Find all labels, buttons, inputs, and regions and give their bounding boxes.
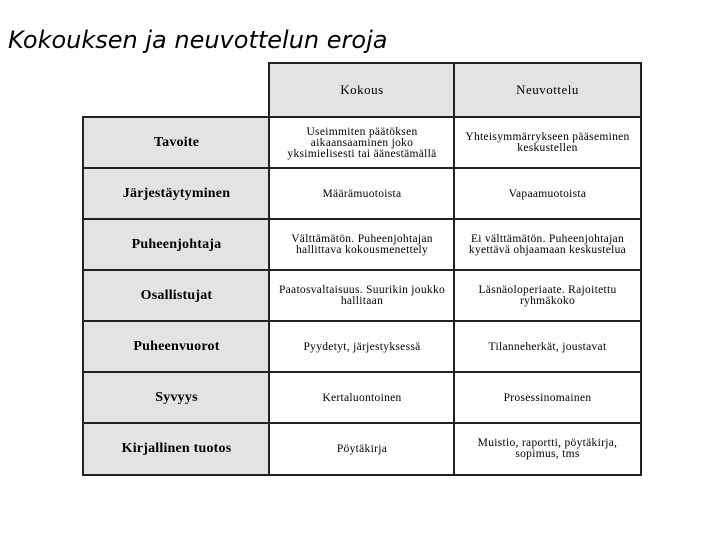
grid-line [82,218,642,220]
cell-puheenvuorot-neuvottelu: Tilanneherkät, joustavat [455,322,640,372]
grid-line [82,474,642,476]
row-label-jarjestaytyminen: Järjestäytyminen [84,169,269,219]
grid-line [82,320,642,322]
cell-tavoite-kokous: Useimmiten päätöksen aikaansaaminen joko yksimielisesti tai äänestämällä [270,118,454,168]
row-label-syvyys: Syvyys [84,373,269,423]
cell-puheenjohtaja-kokous: Välttämätön. Puheenjohtajan hallittava kokousmenettely [270,220,454,270]
row-label-puheenvuorot: Puheenvuorot [84,322,269,372]
row-label-tavoite: Tavoite [84,118,269,168]
cell-kirjallinen-tuotos-neuvottelu: Muistio, raportti, pöytäkirja, sopimus, tms [455,424,640,474]
cell-kirjallinen-tuotos-kokous: Pöytäkirja [270,424,454,474]
slide-title: Kokouksen ja neuvottelun eroja [8,26,388,54]
column-header-neuvottelu: Neuvottelu [455,64,640,116]
cell-osallistujat-neuvottelu: Läsnäoloperiaate. Rajoitettu ryhmäkoko [455,271,640,321]
cell-syvyys-neuvottelu: Prosessinomainen [455,373,640,423]
cell-jarjestaytyminen-kokous: Määrämuotoista [270,169,454,219]
cell-jarjestaytyminen-neuvottelu: Vapaamuotoista [455,169,640,219]
grid-line [82,167,642,169]
grid-line [82,371,642,373]
cell-syvyys-kokous: Kertaluontoinen [270,373,454,423]
grid-line [82,422,642,424]
column-header-kokous: Kokous [270,64,454,116]
row-label-osallistujat: Osallistujat [84,271,269,321]
grid-line [82,116,642,118]
cell-osallistujat-kokous: Paatosvaltaisuus. Suurikin joukko hallitaan [270,271,454,321]
cell-tavoite-neuvottelu: Yhteisymmärrykseen pääseminen keskustellen [455,118,640,168]
comparison-table [82,62,642,476]
grid-line [82,269,642,271]
cell-puheenjohtaja-neuvottelu: Ei välttämätön. Puheenjohtajan kyettävä ohjaamaan keskustelua [455,220,640,270]
row-label-kirjallinen-tuotos: Kirjallinen tuotos [84,424,269,474]
cell-puheenvuorot-kokous: Pyydetyt, järjestyksessä [270,322,454,372]
grid-line [268,62,642,64]
row-label-puheenjohtaja: Puheenjohtaja [84,220,269,270]
